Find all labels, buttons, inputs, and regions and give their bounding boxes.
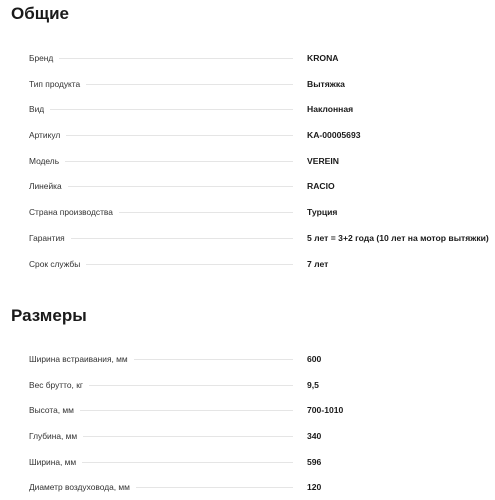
spec-row-builtin-width bbox=[29, 352, 495, 378]
spec-list-general bbox=[29, 51, 495, 282]
leader-line bbox=[29, 161, 293, 162]
leader-line bbox=[29, 109, 293, 110]
leader-line bbox=[29, 135, 293, 136]
spec-value: 700-1010 bbox=[307, 405, 344, 416]
spec-value: 340 bbox=[307, 431, 322, 442]
section-title-general: Общие bbox=[11, 4, 69, 23]
spec-row-gross-weight bbox=[29, 378, 495, 404]
spec-value: 9,5 bbox=[307, 379, 319, 390]
spec-label: Линейка bbox=[29, 179, 68, 193]
spec-row-service-life bbox=[29, 257, 495, 283]
spec-label: Модель bbox=[29, 154, 65, 168]
leader-line bbox=[29, 186, 293, 187]
spec-row-depth bbox=[29, 429, 495, 455]
leader-line bbox=[29, 58, 293, 59]
spec-row-width bbox=[29, 455, 495, 481]
spec-row-model bbox=[29, 154, 495, 180]
spec-value: Вытяжка bbox=[307, 78, 345, 89]
spec-row-height bbox=[29, 403, 495, 429]
spec-value: 120 bbox=[307, 482, 322, 493]
spec-row-kind bbox=[29, 102, 495, 128]
spec-label: Вид bbox=[29, 102, 50, 116]
spec-label: Тип продукта bbox=[29, 77, 86, 91]
spec-label: Страна производства bbox=[29, 205, 119, 219]
spec-label: Бренд bbox=[29, 51, 59, 65]
spec-row-country bbox=[29, 205, 495, 231]
spec-label: Артикул bbox=[29, 128, 66, 142]
spec-row-sku bbox=[29, 128, 495, 154]
spec-label: Гарантия bbox=[29, 231, 71, 245]
spec-row-brand bbox=[29, 51, 495, 77]
spec-label: Диаметр воздуховода, мм bbox=[29, 480, 136, 494]
spec-row-warranty bbox=[29, 231, 495, 257]
spec-value: KRONA bbox=[307, 53, 339, 63]
spec-label: Вес брутто, кг bbox=[29, 378, 89, 392]
spec-row-product-type bbox=[29, 77, 495, 103]
spec-value: 596 bbox=[307, 456, 322, 467]
spec-value: 7 лет bbox=[307, 258, 329, 269]
spec-value: 600 bbox=[307, 354, 322, 364]
spec-value: 5 лет = 3+2 года (10 лет на мотор вытяжки) bbox=[307, 232, 489, 243]
spec-row-series bbox=[29, 179, 495, 205]
spec-label: Ширина встраивания, мм bbox=[29, 352, 134, 366]
spec-value: RACIO bbox=[307, 181, 335, 192]
spec-value: VEREIN bbox=[307, 155, 339, 166]
spec-list-dimensions bbox=[29, 352, 495, 500]
spec-value: Турция bbox=[307, 207, 338, 218]
section-title-dimensions: Размеры bbox=[11, 306, 87, 325]
spec-value: KA-00005693 bbox=[307, 130, 361, 141]
spec-value: Наклонная bbox=[307, 104, 354, 115]
spec-label: Глубина, мм bbox=[29, 429, 83, 443]
spec-row-duct-diameter bbox=[29, 480, 495, 500]
spec-label: Срок службы bbox=[29, 257, 86, 271]
spec-label: Ширина, мм bbox=[29, 455, 82, 469]
spec-label: Высота, мм bbox=[29, 403, 80, 417]
